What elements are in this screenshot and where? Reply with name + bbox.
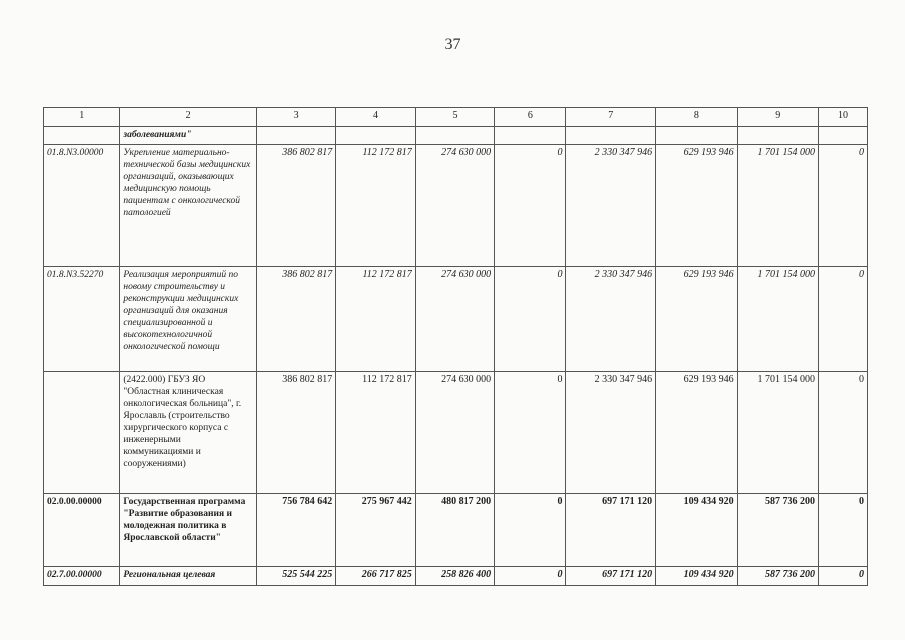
amount-cell: 1 701 154 000: [737, 145, 818, 267]
amount-cell: [566, 127, 656, 145]
amount-cell: 629 193 946: [656, 267, 737, 372]
table-row: [44, 372, 868, 494]
column-header: 3: [256, 108, 335, 127]
amount-cell: 587 736 200: [737, 494, 818, 567]
column-header: 9: [737, 108, 818, 127]
amount-cell: 0: [819, 145, 868, 267]
column-header: 8: [656, 108, 737, 127]
amount-cell: 0: [819, 567, 868, 586]
table-body: [44, 108, 868, 586]
amount-cell: 386 802 817: [256, 145, 335, 267]
amount-cell: [256, 127, 335, 145]
budget-table: [43, 107, 868, 586]
amount-cell: 587 736 200: [737, 567, 818, 586]
column-header: 4: [336, 108, 415, 127]
column-header: 2: [120, 108, 256, 127]
amount-cell: 0: [495, 372, 566, 494]
amount-cell: [656, 127, 737, 145]
amount-cell: 274 630 000: [415, 267, 494, 372]
row-code-cell: 01.8.N3.52270: [44, 267, 120, 372]
amount-cell: 386 802 817: [256, 372, 335, 494]
row-code-cell: 02.0.00.00000: [44, 494, 120, 567]
amount-cell: [415, 127, 494, 145]
amount-cell: [819, 127, 868, 145]
amount-cell: 386 802 817: [256, 267, 335, 372]
amount-cell: 1 701 154 000: [737, 372, 818, 494]
amount-cell: 275 967 442: [336, 494, 415, 567]
row-name-cell: заболеваниями": [120, 127, 256, 145]
column-number-header-row: [44, 108, 868, 127]
amount-cell: 697 171 120: [566, 567, 656, 586]
amount-cell: 2 330 347 946: [566, 145, 656, 267]
amount-cell: 756 784 642: [256, 494, 335, 567]
amount-cell: 274 630 000: [415, 145, 494, 267]
column-header: 6: [495, 108, 566, 127]
table-row: [44, 127, 868, 145]
amount-cell: 112 172 817: [336, 267, 415, 372]
amount-cell: 0: [819, 372, 868, 494]
amount-cell: 109 434 920: [656, 567, 737, 586]
amount-cell: 629 193 946: [656, 372, 737, 494]
row-name-cell: Региональная целевая: [120, 567, 256, 586]
amount-cell: 2 330 347 946: [566, 372, 656, 494]
amount-cell: 0: [495, 494, 566, 567]
column-header: 1: [44, 108, 120, 127]
amount-cell: 112 172 817: [336, 145, 415, 267]
amount-cell: [737, 127, 818, 145]
amount-cell: 112 172 817: [336, 372, 415, 494]
amount-cell: [495, 127, 566, 145]
amount-cell: 0: [819, 494, 868, 567]
row-code-cell: [44, 127, 120, 145]
table-row: [44, 494, 868, 567]
amount-cell: 2 330 347 946: [566, 267, 656, 372]
row-name-cell: Укрепление материально-технической базы медицинских организаций, оказывающих медицинскую помощь пациентам с онкологической патологией: [120, 145, 256, 267]
table-row: [44, 567, 868, 586]
amount-cell: 480 817 200: [415, 494, 494, 567]
amount-cell: 525 544 225: [256, 567, 335, 586]
column-header: 7: [566, 108, 656, 127]
amount-cell: 697 171 120: [566, 494, 656, 567]
row-name-cell: (2422.000) ГБУЗ ЯО "Областная клиническая онкологическая больница", г. Ярославль (строительство хирургического корпуса с инженерными коммуникациями и сооружениями): [120, 372, 256, 494]
row-name-cell: Государственная программа "Развитие образования и молодежная политика в Ярославской области": [120, 494, 256, 567]
amount-cell: 109 434 920: [656, 494, 737, 567]
amount-cell: 1 701 154 000: [737, 267, 818, 372]
table-row: [44, 267, 868, 372]
page-number: 37: [444, 36, 461, 53]
amount-cell: 629 193 946: [656, 145, 737, 267]
amount-cell: 0: [495, 567, 566, 586]
row-code-cell: 02.7.00.00000: [44, 567, 120, 586]
amount-cell: 0: [819, 267, 868, 372]
amount-cell: 258 826 400: [415, 567, 494, 586]
row-code-cell: [44, 372, 120, 494]
row-code-cell: 01.8.N3.00000: [44, 145, 120, 267]
amount-cell: 0: [495, 145, 566, 267]
amount-cell: 0: [495, 267, 566, 372]
table-row: [44, 145, 868, 267]
amount-cell: 274 630 000: [415, 372, 494, 494]
row-name-cell: Реализация мероприятий по новому строительству и реконструкции медицинских организаций для оказания специализированной и высокотехнологичной онкологической помощи: [120, 267, 256, 372]
column-header: 5: [415, 108, 494, 127]
amount-cell: [336, 127, 415, 145]
column-header: 10: [819, 108, 868, 127]
amount-cell: 266 717 825: [336, 567, 415, 586]
